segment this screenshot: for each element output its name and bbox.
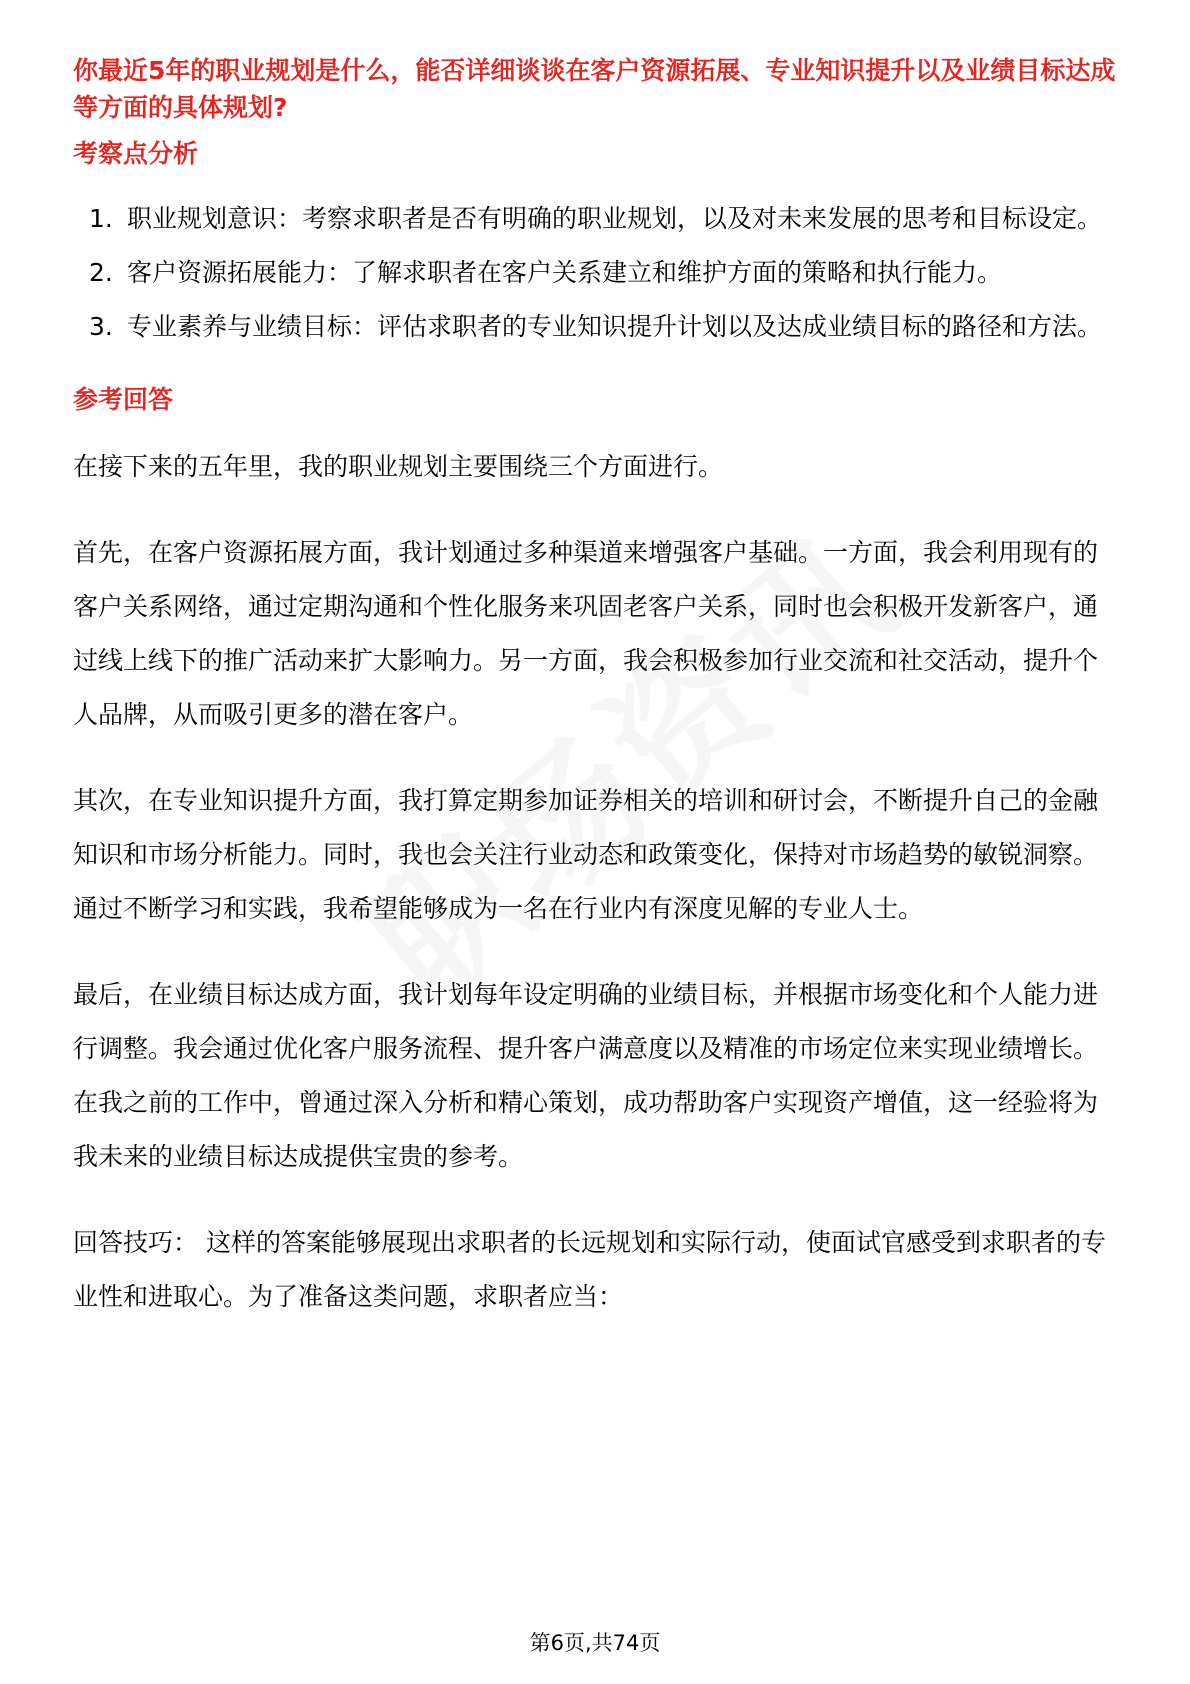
list-item [73, 246, 1118, 300]
list-item-text: 客户资源拓展能力：了解求职者在客户关系建立和维护方面的策略和执行能力。 [127, 258, 1003, 287]
analysis-heading: 考察点分析 [73, 139, 199, 168]
list-item-text: 职业规划意识：考察求职者是否有明确的职业规划，以及对未来发展的思考和目标设定。 [127, 204, 1103, 233]
list-item-number: 2. [89, 258, 113, 287]
document-body [73, 40, 1118, 1324]
reference-heading: 参考回答 [73, 385, 174, 414]
list-item-text: 专业素养与业绩目标：评估求职者的专业知识提升计划以及达成业绩目标的路径和方法。 [127, 312, 1103, 341]
list-item-number: 1. [89, 204, 113, 233]
question-title: 你最近5年的职业规划是什么，能否详细谈谈在客户资源拓展、专业知识提升以及业绩目标达成等方面的具体规划? [73, 56, 1116, 122]
list-item-number: 3. [89, 312, 113, 341]
answer-paragraph: 最后，在业绩目标达成方面，我计划每年设定明确的业绩目标，并根据市场变化和个人能力进行调整。我会通过优化客户服务流程、提升客户满意度以及精准的市场定位来实现业绩增长。在我之前的工作中，曾通过深入分析和精心策划，成功帮助客户实现资产增值，这一经验将为我未来的业绩目标达成提供宝贵的参考。 [73, 980, 1099, 1171]
answer-paragraph: 首先，在客户资源拓展方面，我计划通过多种渠道来增强客户基础。一方面，我会利用现有的客户关系网络，通过定期沟通和个性化服务来巩固老客户关系，同时也会积极开发新客户，通过线上线下的推广活动来扩大影响力。另一方面，我会积极参加行业交流和社交活动，提升个人品牌，从而吸引更多的潜在客户。 [73, 538, 1099, 729]
page-number: 第6页,共74页 [529, 1631, 661, 1655]
answer-paragraph: 在接下来的五年里，我的职业规划主要围绕三个方面进行。 [73, 452, 724, 481]
list-item [73, 300, 1118, 354]
analysis-list [73, 192, 1118, 354]
answer-paragraph: 其次，在专业知识提升方面，我打算定期参加证券相关的培训和研讨会，不断提升自己的金融知识和市场分析能力。同时，我也会关注行业动态和政策变化，保持对市场趋势的敏锐洞察。通过不断学习和实践，我希望能够成为一名在行业内有深度见解的专业人士。 [73, 786, 1099, 923]
answer-tip-paragraph: 回答技巧： 这样的答案能够展现出求职者的长远规划和实际行动，使面试官感受到求职者的专业性和进取心。为了准备这类问题，求职者应当： [73, 1228, 1106, 1311]
list-item [73, 192, 1118, 246]
